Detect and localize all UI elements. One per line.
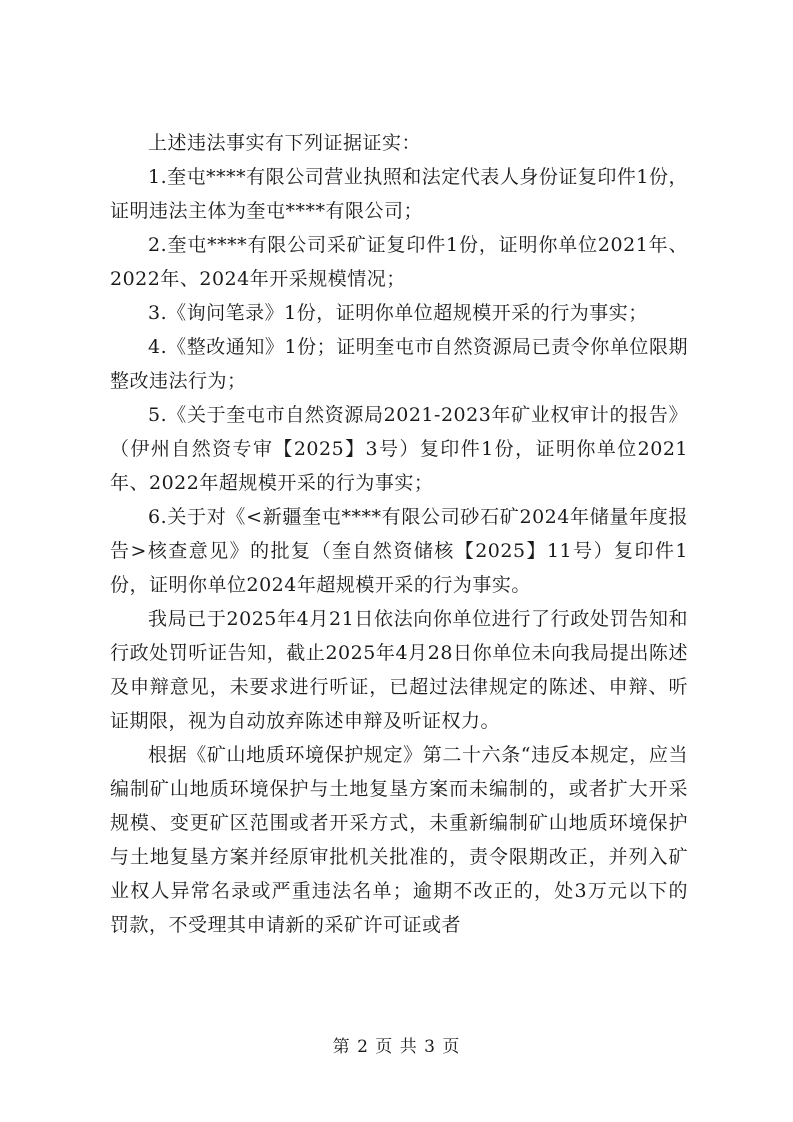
paragraph-evidence-1: 1.奎屯****有限公司营业执照和法定代表人身份证复印件1份，证明违法主体为奎屯****有限公司； [110, 166, 688, 222]
paragraph-evidence-3: 3.《询问笔录》1份，证明你单位超规模开采的行为事实； [148, 302, 648, 324]
paragraph-evidence-2: 2.奎屯****有限公司采矿证复印件1份，证明你单位2021年、2022年、2024年开采规模情况； [110, 234, 688, 290]
document-body [110, 126, 688, 942]
paragraph-notification: 我局已于2025年4月21日依法向你单位进行了行政处罚告知和行政处罚听证告知，截止2025年4月28日你单位未向我局提出陈述及申辩意见，未要求进行听证，已超过法律规定的陈述、申辩、听证期限，视为自动放弃陈述申辩及听证权力。 [110, 608, 688, 732]
page-number-footer: 第 2 页 共 3 页 [332, 1037, 461, 1057]
paragraph-evidence-4: 4.《整改通知》1份；证明奎屯市自然资源局已责令你单位限期整改违法行为； [110, 336, 688, 392]
paragraph-evidence-6: 6.关于对《<新疆奎屯****有限公司砂石矿2024年储量年度报告>核查意见》的批复（奎自然资储核【2025】11号）复印件1份，证明你单位2024年超规模开采的行为事实。 [110, 506, 688, 596]
paragraph-legal-basis: 根据《矿山地质环境保护规定》第二十六条“违反本规定，应当编制矿山地质环境保护与土地复垦方案而未编制的，或者扩大开采规模、变更矿区范围或者开采方式，未重新编制矿山地质环境保护与土地复垦方案并经原审批机关批准的，责令限期改正，并列入矿业权人异常名录或严重违法名单；逾期不改正的，处3万元以下的罚款，不受理其申请新的采矿许可证或者 [110, 744, 688, 936]
paragraph-evidence-intro: 上述违法事实有下列证据证实： [148, 132, 422, 154]
paragraph-evidence-5: 5.《关于奎屯市自然资源局2021-2023年矿业权审计的报告》（伊州自然资专审【2025】3号）复印件1份，证明你单位2021年、2022年超规模开采的行为事实； [110, 404, 688, 494]
